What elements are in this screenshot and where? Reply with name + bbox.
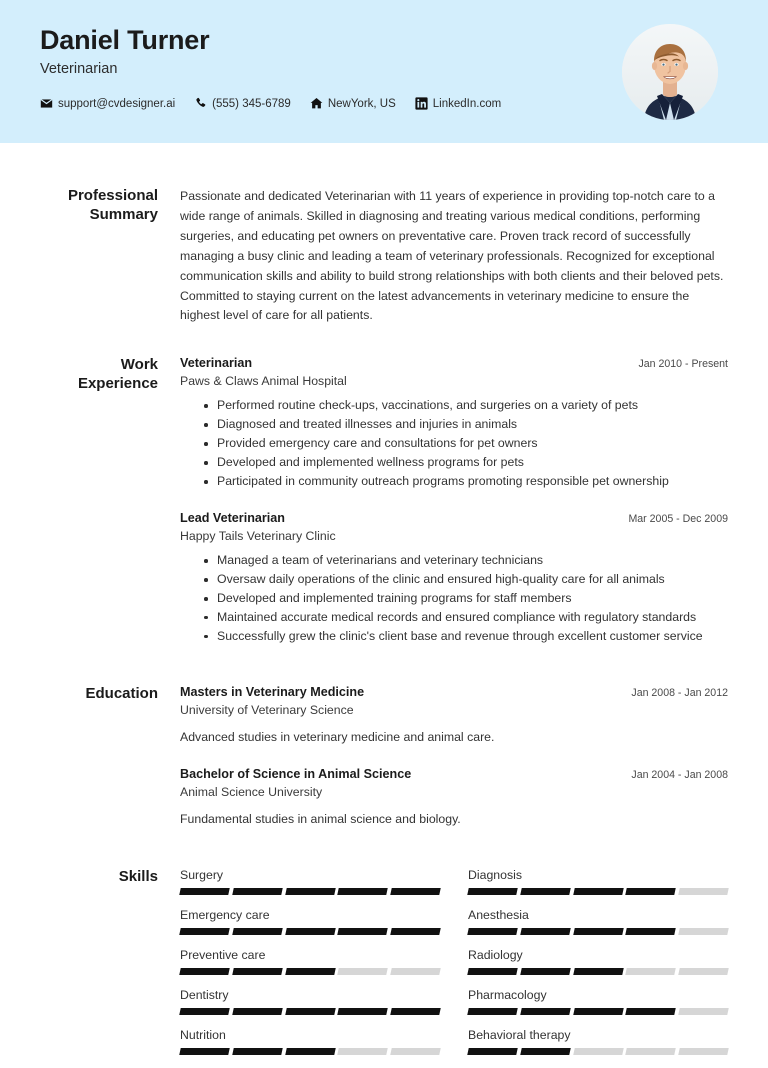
skill-rating-segment bbox=[285, 1008, 335, 1015]
linkedin-icon bbox=[415, 97, 428, 110]
skill-item bbox=[468, 948, 728, 975]
work-date: Mar 2005 - Dec 2009 bbox=[628, 513, 728, 526]
skill-rating-bar bbox=[468, 1048, 728, 1055]
skill-rating-segment bbox=[626, 968, 676, 975]
skill-item bbox=[180, 1028, 440, 1055]
section-label-summary: Professional Summary bbox=[67, 187, 158, 223]
skill-rating-segment bbox=[390, 1048, 440, 1055]
contact-phone[interactable] bbox=[194, 97, 291, 110]
skill-name: Behavioral therapy bbox=[468, 1027, 571, 1042]
education-date: Jan 2008 - Jan 2012 bbox=[631, 686, 728, 699]
skill-rating-segment bbox=[678, 888, 728, 895]
skill-item bbox=[180, 988, 440, 1015]
header-identity bbox=[40, 22, 501, 110]
skill-rating-segment bbox=[626, 1048, 676, 1055]
skill-rating-segment bbox=[285, 888, 335, 895]
work-bullet: Oversaw daily operations of the clinic and ensured high-quality care for all animals bbox=[204, 571, 728, 589]
skill-rating-segment bbox=[232, 1048, 282, 1055]
education-entry-header bbox=[180, 685, 728, 699]
work-bullet: Developed and implemented training programs for staff members bbox=[204, 590, 728, 608]
skill-name: Preventive care bbox=[180, 947, 266, 962]
skill-rating-segment bbox=[285, 1048, 335, 1055]
section-label-education: Education bbox=[85, 684, 158, 702]
section-education bbox=[40, 647, 728, 829]
candidate-name: Daniel Turner bbox=[40, 25, 210, 55]
skill-rating-segment bbox=[626, 888, 676, 895]
skill-rating-segment bbox=[390, 968, 440, 975]
contact-email-text: support@cvdesigner.ai bbox=[58, 97, 176, 110]
skill-rating-bar bbox=[180, 888, 440, 895]
skill-rating-segment bbox=[467, 1008, 517, 1015]
skill-rating-segment bbox=[232, 968, 282, 975]
section-label-work: Work Experience bbox=[77, 356, 158, 393]
skill-rating-segment bbox=[285, 968, 335, 975]
work-role: Veterinarian bbox=[180, 356, 253, 371]
skill-item bbox=[468, 988, 728, 1015]
skill-rating-bar bbox=[468, 928, 728, 935]
education-date: Jan 2004 - Jan 2008 bbox=[631, 768, 728, 781]
work-bullet: Performed routine check-ups, vaccinations, and surgeries on a variety of pets bbox=[204, 397, 728, 415]
work-entry bbox=[180, 356, 728, 491]
work-bullet: Diagnosed and treated illnesses and injuries in animals bbox=[204, 416, 728, 434]
contact-linkedin[interactable] bbox=[415, 97, 501, 110]
skill-rating-segment bbox=[678, 1048, 728, 1055]
skill-rating-segment bbox=[390, 928, 440, 935]
work-role: Lead Veterinarian bbox=[180, 511, 285, 526]
skill-name: Dentistry bbox=[180, 987, 229, 1002]
skill-rating-segment bbox=[232, 928, 282, 935]
skill-item bbox=[468, 868, 728, 895]
work-bullet: Provided emergency care and consultations for pet owners bbox=[204, 435, 728, 453]
skill-rating-segment bbox=[573, 968, 623, 975]
skill-rating-segment bbox=[467, 928, 517, 935]
education-institution: Animal Science University bbox=[180, 784, 323, 799]
skill-name: Nutrition bbox=[180, 1027, 226, 1042]
skill-rating-segment bbox=[573, 1008, 623, 1015]
skill-rating-segment bbox=[179, 1048, 229, 1055]
envelope-icon bbox=[40, 97, 53, 110]
work-bullet: Participated in community outreach programs promoting responsible pet ownership bbox=[204, 473, 728, 491]
work-entry bbox=[180, 511, 728, 646]
skill-name: Emergency care bbox=[180, 907, 270, 922]
skill-rating-bar bbox=[180, 1008, 440, 1015]
skill-rating-segment bbox=[678, 928, 728, 935]
skill-rating-segment bbox=[520, 1008, 570, 1015]
skill-rating-segment bbox=[390, 1008, 440, 1015]
profile-photo bbox=[622, 24, 718, 120]
skill-rating-bar bbox=[180, 968, 440, 975]
candidate-job-title: Veterinarian bbox=[40, 61, 118, 78]
education-degree: Bachelor of Science in Animal Science bbox=[180, 766, 412, 781]
resume-header bbox=[0, 0, 768, 143]
skill-item bbox=[180, 948, 440, 975]
section-work-experience bbox=[40, 326, 728, 647]
skill-rating-segment bbox=[179, 888, 229, 895]
skill-rating-segment bbox=[338, 968, 388, 975]
education-institution: University of Veterinary Science bbox=[180, 702, 354, 717]
skill-rating-segment bbox=[338, 1048, 388, 1055]
skill-name: Anesthesia bbox=[468, 907, 529, 922]
skill-rating-segment bbox=[232, 1008, 282, 1015]
skill-name: Pharmacology bbox=[468, 987, 547, 1002]
skill-rating-segment bbox=[285, 928, 335, 935]
contact-linkedin-text: LinkedIn.com bbox=[432, 97, 502, 110]
skill-rating-bar bbox=[180, 1048, 440, 1055]
home-icon bbox=[310, 97, 323, 110]
skill-rating-segment bbox=[626, 1008, 676, 1015]
skill-rating-segment bbox=[520, 1048, 570, 1055]
education-description: Advanced studies in veterinary medicine and animal care. bbox=[180, 729, 495, 744]
skill-rating-segment bbox=[520, 888, 570, 895]
education-description: Fundamental studies in animal science and biology. bbox=[180, 811, 461, 826]
work-date: Jan 2010 - Present bbox=[638, 358, 728, 371]
skill-item bbox=[468, 1028, 728, 1055]
work-bullets bbox=[180, 552, 728, 646]
contact-location[interactable] bbox=[310, 97, 396, 110]
skill-rating-segment bbox=[467, 1048, 517, 1055]
section-skills bbox=[40, 829, 728, 1068]
skill-rating-bar bbox=[468, 888, 728, 895]
skill-rating-bar bbox=[180, 928, 440, 935]
skill-rating-segment bbox=[573, 888, 623, 895]
skills-grid bbox=[180, 868, 728, 1068]
work-bullet: Successfully grew the clinic's client base and revenue through excellent customer service bbox=[204, 628, 728, 646]
skill-rating-segment bbox=[520, 928, 570, 935]
education-entry bbox=[180, 767, 728, 829]
work-bullets bbox=[180, 397, 728, 491]
avatar bbox=[622, 24, 718, 120]
summary-text: Passionate and dedicated Veterinarian with 11 years of experience in providing top-notch care to a wide range of animals. Skilled in diagnosing and treating various medical conditions, performing surgeries, and educating pet owners on preventative care. Proven track record of successfully managing a busy clinic and leading a team of veterinary professionals. Recognized for exceptional communication skills and ability to build strong relationships with both clients and their beloved pets. Committed to staying current on the latest advancements in veterinary medicine to ensure the highest level of care for all patients. bbox=[180, 189, 724, 323]
contact-email[interactable] bbox=[40, 97, 175, 110]
work-bullet: Managed a team of veterinarians and veterinary technicians bbox=[204, 552, 728, 570]
work-organization: Paws & Claws Animal Hospital bbox=[180, 374, 347, 389]
resume-body bbox=[0, 143, 768, 1068]
work-bullet: Developed and implemented wellness programs for pets bbox=[204, 454, 728, 472]
work-organization: Happy Tails Veterinary Clinic bbox=[180, 529, 336, 544]
section-label-skills: Skills bbox=[118, 867, 158, 885]
skill-rating-segment bbox=[179, 928, 229, 935]
skill-rating-segment bbox=[338, 1008, 388, 1015]
skill-rating-segment bbox=[179, 1008, 229, 1015]
skill-name: Radiology bbox=[468, 947, 523, 962]
skill-rating-segment bbox=[179, 968, 229, 975]
skill-rating-bar bbox=[468, 968, 728, 975]
skill-rating-segment bbox=[338, 928, 388, 935]
skill-rating-segment bbox=[467, 968, 517, 975]
skill-rating-segment bbox=[573, 928, 623, 935]
skill-rating-segment bbox=[626, 928, 676, 935]
skill-rating-segment bbox=[338, 888, 388, 895]
skill-item bbox=[180, 868, 440, 895]
skill-name: Diagnosis bbox=[468, 867, 522, 882]
skill-rating-segment bbox=[520, 968, 570, 975]
education-entry bbox=[180, 685, 728, 747]
skill-rating-segment bbox=[390, 888, 440, 895]
skill-rating-segment bbox=[467, 888, 517, 895]
skill-rating-segment bbox=[232, 888, 282, 895]
skill-item bbox=[180, 908, 440, 935]
skill-rating-segment bbox=[678, 968, 728, 975]
skill-name: Surgery bbox=[180, 867, 224, 882]
skill-rating-segment bbox=[573, 1048, 623, 1055]
phone-icon bbox=[194, 97, 207, 110]
work-entry-header bbox=[180, 511, 728, 525]
contact-list bbox=[40, 97, 501, 110]
skill-rating-segment bbox=[678, 1008, 728, 1015]
education-degree: Masters in Veterinary Medicine bbox=[180, 684, 365, 699]
contact-location-text: NewYork, US bbox=[327, 97, 396, 110]
section-professional-summary bbox=[40, 143, 728, 326]
skill-item bbox=[468, 908, 728, 935]
contact-phone-text: (555) 345-6789 bbox=[212, 97, 291, 110]
work-entry-header bbox=[180, 356, 728, 370]
skill-rating-bar bbox=[468, 1008, 728, 1015]
work-bullet: Maintained accurate medical records and ensured compliance with regulatory standards bbox=[204, 609, 728, 627]
education-entry-header bbox=[180, 767, 728, 781]
